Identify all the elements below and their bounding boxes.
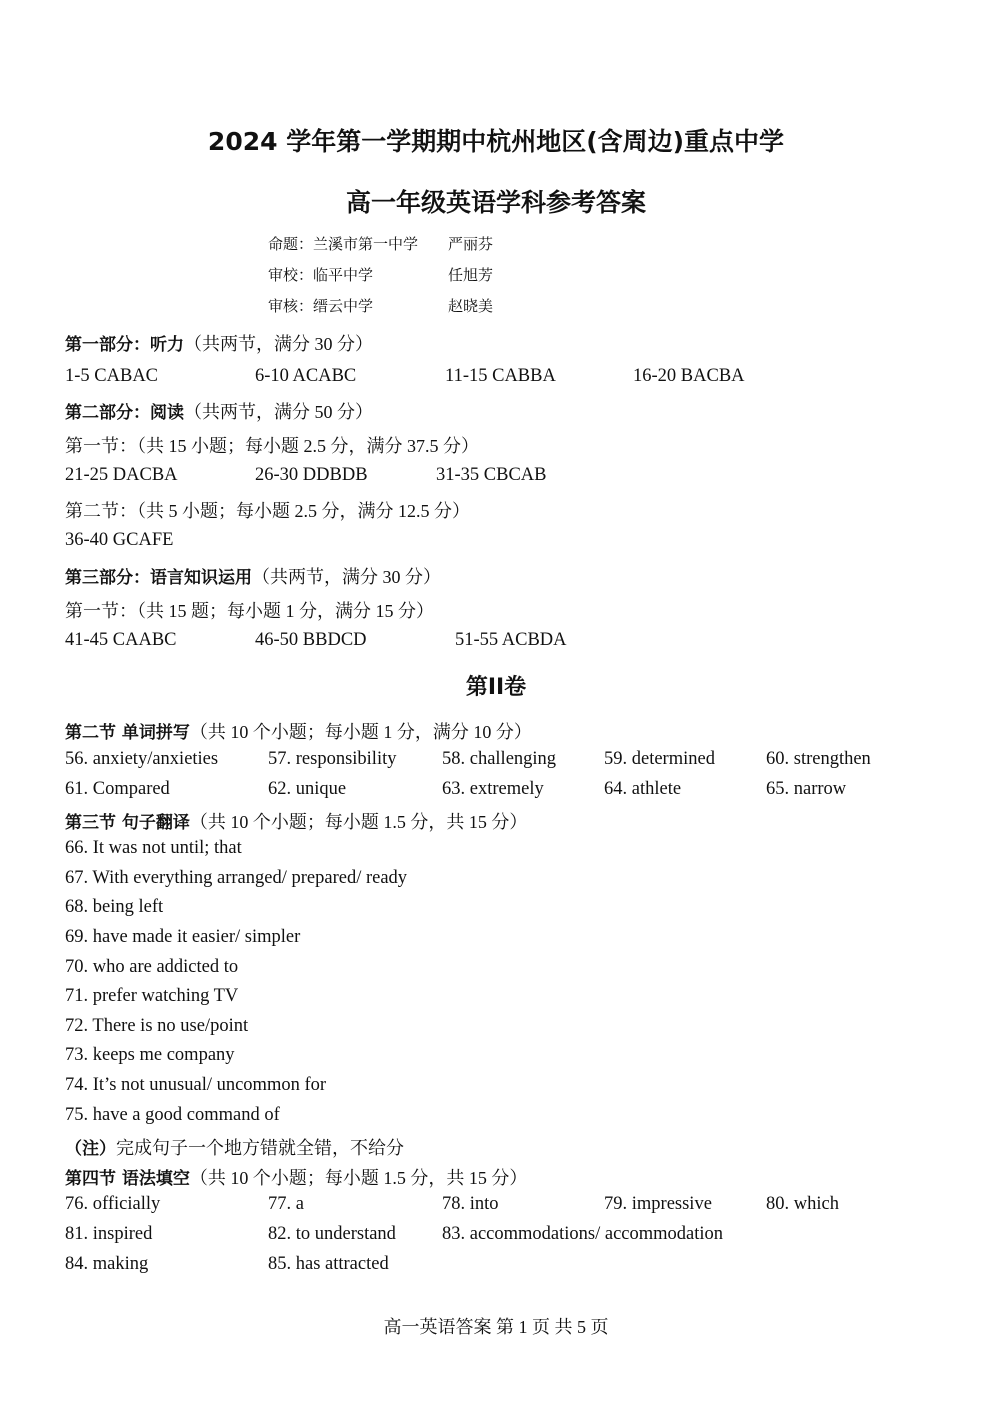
grammar-heading — [65, 1164, 527, 1190]
grammar-note: （共 10 个小题；每小题 1.5 分，共 15 分） — [189, 1168, 528, 1188]
grammar-answer: 78. into — [442, 1194, 499, 1214]
answer-group: 46-50 BBDCD — [255, 630, 367, 650]
part1-note: （共两节，满分 30 分） — [184, 334, 373, 354]
credit-role: 审核：缙云中学 — [268, 299, 374, 315]
answer-group: 11-15 CABBA — [445, 366, 556, 386]
spelling-answer: 60. strengthen — [766, 749, 871, 769]
grammar-answer: 80. which — [766, 1194, 839, 1214]
page-footer: 高一英语答案 第 1 页 共 5 页 — [383, 1317, 609, 1337]
grammar-answer: 77. a — [268, 1194, 304, 1214]
part1-heading — [65, 330, 373, 356]
spelling-heading — [65, 718, 532, 744]
credit-role: 审校：临平中学 — [268, 268, 374, 284]
part3-heading — [65, 563, 441, 589]
remark-text: 完成句子一个地方错就全错，不给分 — [116, 1138, 404, 1158]
spelling-answer: 62. unique — [268, 779, 347, 799]
answer-group: 21-25 DACBA — [65, 465, 178, 485]
translation-title: 第三节 句子翻译 — [65, 813, 190, 833]
translation-note: （共 10 个小题；每小题 1.5 分，共 15 分） — [189, 812, 528, 832]
credit-name: 赵晓美 — [448, 299, 494, 315]
answer-group: 36-40 GCAFE — [65, 530, 174, 550]
grammar-answer: 84. making — [65, 1254, 149, 1274]
part3-section1-heading: 第一节：（共 15 题；每小题 1 分，满分 15 分） — [65, 601, 434, 621]
grammar-answer: 82. to understand — [268, 1224, 396, 1244]
translation-answer: 66. It was not until; that — [65, 838, 242, 858]
translation-heading — [65, 808, 527, 834]
part2-section2-heading: 第二节：（共 5 小题；每小题 2.5 分，满分 12.5 分） — [65, 501, 470, 521]
translation-remark — [65, 1134, 404, 1160]
part3-note: （共两节，满分 30 分） — [252, 567, 441, 587]
spelling-answer: 63. extremely — [442, 779, 544, 799]
translation-answer: 75. have a good command of — [65, 1105, 280, 1125]
volume-2-heading: 第II卷 — [465, 675, 527, 700]
part3-title: 第三部分：语言知识运用 — [65, 568, 252, 588]
answer-group: 16-20 BACBA — [633, 366, 745, 386]
grammar-answer: 85. has attracted — [268, 1254, 389, 1274]
document-title: 2024 学年第一学期期中杭州地区(含周边)重点中学 — [207, 127, 785, 156]
grammar-answer: 79. impressive — [604, 1194, 712, 1214]
answer-group: 1-5 CABAC — [65, 366, 159, 386]
translation-answer: 74. It’s not unusual/ uncommon for — [65, 1075, 327, 1095]
part2-note: （共两节，满分 50 分） — [184, 402, 373, 422]
answer-group: 31-35 CBCAB — [436, 465, 547, 485]
spelling-answer: 57. responsibility — [268, 749, 397, 769]
answer-group: 41-45 CAABC — [65, 630, 177, 650]
grammar-answer: 76. officially — [65, 1194, 161, 1214]
answer-group: 51-55 ACBDA — [455, 630, 567, 650]
answer-group: 6-10 ACABC — [255, 366, 357, 386]
credit-name: 任旭芳 — [448, 268, 494, 284]
translation-answer: 67. With everything arranged/ prepared/ ready — [65, 868, 408, 888]
translation-answer: 71. prefer watching TV — [65, 986, 239, 1006]
grammar-answer: 83. accommodations/ accommodation — [442, 1224, 724, 1244]
translation-answer: 72. There is no use/point — [65, 1016, 249, 1036]
grammar-title: 第四节 语法填空 — [65, 1169, 190, 1189]
spelling-answer: 65. narrow — [766, 779, 847, 799]
part1-title: 第一部分：听力 — [65, 335, 184, 355]
grammar-answer: 81. inspired — [65, 1224, 153, 1244]
spelling-title: 第二节 单词拼写 — [65, 723, 190, 743]
spelling-answer: 58. challenging — [442, 749, 557, 769]
part2-heading — [65, 398, 373, 424]
remark-label: （注） — [65, 1139, 116, 1159]
translation-answer: 68. being left — [65, 897, 164, 917]
spelling-answer: 56. anxiety/anxieties — [65, 749, 219, 769]
part2-section1-heading: 第一节：（共 15 小题；每小题 2.5 分，满分 37.5 分） — [65, 436, 479, 456]
credit-role: 命题：兰溪市第一中学 — [268, 237, 419, 253]
translation-answer: 69. have made it easier/ simpler — [65, 927, 301, 947]
document-subtitle: 高一年级英语学科参考答案 — [345, 188, 646, 217]
translation-answer: 73. keeps me company — [65, 1045, 235, 1065]
part2-title: 第二部分：阅读 — [65, 403, 184, 423]
answer-group: 26-30 DDBDB — [255, 465, 368, 485]
spelling-note: （共 10 个小题；每小题 1 分，满分 10 分） — [189, 722, 532, 742]
translation-answer: 70. who are addicted to — [65, 957, 239, 977]
spelling-answer: 61. Compared — [65, 779, 170, 799]
spelling-answer: 64. athlete — [604, 779, 682, 799]
credit-name: 严丽芬 — [448, 237, 494, 253]
spelling-answer: 59. determined — [604, 749, 715, 769]
